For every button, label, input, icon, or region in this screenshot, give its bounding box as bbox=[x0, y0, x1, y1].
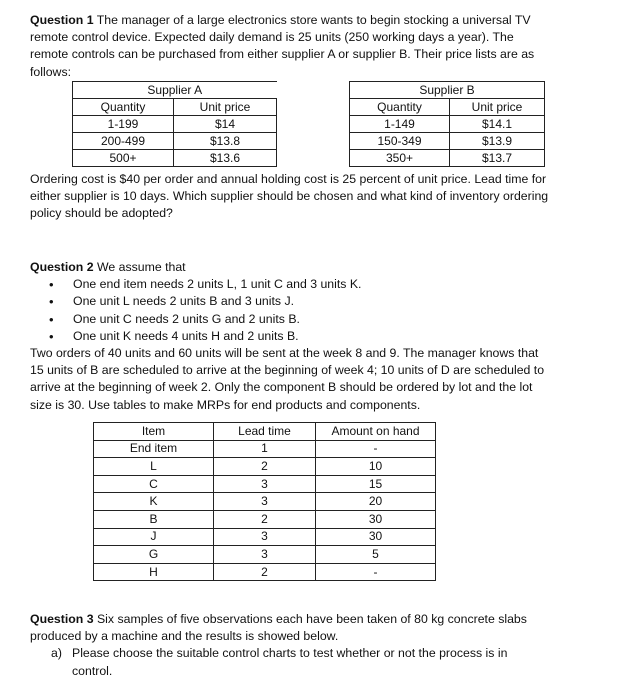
q2-intro: Question 2 We assume that bbox=[30, 260, 186, 274]
q2-label: Question 2 bbox=[30, 260, 94, 274]
q3-sub-list bbox=[30, 645, 590, 679]
table-row: C 3 15 bbox=[94, 475, 436, 493]
bullet-icon: • bbox=[49, 277, 54, 293]
list-item: • One unit C needs 2 units G and 2 units B. bbox=[49, 311, 300, 327]
q2-para-line-4: size is 30. Use tables to make MRPs for end products and components. bbox=[30, 397, 421, 412]
q1-line-1: Question 1 The manager of a large electronics store wants to begin stocking a universal TV bbox=[30, 13, 531, 27]
table-row: G 3 5 bbox=[94, 546, 436, 564]
list-item: • One unit L needs 2 units B and 3 units J. bbox=[49, 294, 295, 310]
question-1-continued bbox=[30, 171, 590, 223]
q2-para-line-1: Two orders of 40 units and 60 units will be sent at the week 8 and 9. The manager knows that bbox=[30, 345, 539, 360]
bullet-icon: • bbox=[49, 328, 54, 344]
mrp-items-table bbox=[93, 422, 436, 581]
q1-line-3: remote controls can be purchased from either supplier A or supplier B. Their price lists are as bbox=[30, 47, 535, 62]
q3-label: Question 3 bbox=[30, 612, 94, 626]
supplier-a-table bbox=[72, 81, 277, 167]
q2-bullet-list bbox=[30, 276, 590, 345]
supplier-a-title: Supplier A bbox=[73, 82, 277, 99]
table-row: J 3 30 bbox=[94, 528, 436, 546]
q1-after-line-2: either supplier is 10 days. Which supplier should be chosen and what kind of inventory ordering bbox=[30, 189, 549, 204]
q3-item-a-label: a) bbox=[51, 646, 62, 661]
table-row: 1-149 $14.1 bbox=[350, 116, 545, 133]
mrp-header-item: Item bbox=[94, 423, 214, 441]
question-3 bbox=[30, 611, 590, 680]
q2-para-line-2: 15 units of B are scheduled to arrive at the beginning of week 4; 10 units of D are scheduled to bbox=[30, 363, 545, 378]
table-row: 1-199 $14 bbox=[73, 116, 277, 133]
table-row: 350+ $13.7 bbox=[350, 150, 545, 167]
table-row: B 2 30 bbox=[94, 510, 436, 528]
q1-line-4: follows: bbox=[30, 64, 72, 79]
list-item: a) Please choose the suitable control charts to test whether or not the process is in control. bbox=[51, 646, 508, 678]
supplier-b-table bbox=[349, 81, 545, 167]
table-row: 200-499 $13.8 bbox=[73, 133, 277, 150]
supplier-b-title: Supplier B bbox=[350, 82, 545, 99]
table-row: H 2 - bbox=[94, 563, 436, 581]
q3-line-2: produced by a machine and the results is showed below. bbox=[30, 629, 339, 644]
bullet-icon: • bbox=[49, 294, 54, 310]
question-1 bbox=[30, 12, 590, 81]
q1-after-line-3: policy should be adopted? bbox=[30, 206, 173, 221]
supplier-a-header-price: Unit price bbox=[174, 99, 277, 116]
q1-label: Question 1 bbox=[30, 13, 94, 27]
table-row: L 2 10 bbox=[94, 458, 436, 476]
table-row: 500+ $13.6 bbox=[73, 150, 277, 167]
mrp-header-lead-time: Lead time bbox=[214, 423, 316, 441]
table-row: K 3 20 bbox=[94, 493, 436, 511]
q1-after-line-1: Ordering cost is $40 per order and annual holding cost is 25 percent of unit price. Lead time for bbox=[30, 172, 547, 186]
mrp-header-amount: Amount on hand bbox=[316, 423, 436, 441]
question-2 bbox=[30, 259, 590, 414]
q2-para-line-3: arrive at the beginning of week 2. Only the component B should be ordered by lot and the lot bbox=[30, 380, 533, 395]
list-item: • One end item needs 2 units L, 1 unit C and 3 units K. bbox=[49, 277, 362, 293]
table-row: 150-349 $13.9 bbox=[350, 133, 545, 150]
list-item: • One unit K needs 4 units H and 2 units B. bbox=[49, 328, 299, 344]
supplier-b-header-price: Unit price bbox=[450, 99, 545, 116]
bullet-icon: • bbox=[49, 311, 54, 327]
q1-line-2: remote control device. Expected daily demand is 25 units (250 working days a year). The bbox=[30, 30, 514, 45]
supplier-b-header-quantity: Quantity bbox=[350, 99, 450, 116]
table-row: End item 1 - bbox=[94, 440, 436, 458]
q3-line-1: Question 3 Six samples of five observations each have been taken of 80 kg concrete slabs bbox=[30, 612, 527, 626]
supplier-a-header-quantity: Quantity bbox=[73, 99, 174, 116]
